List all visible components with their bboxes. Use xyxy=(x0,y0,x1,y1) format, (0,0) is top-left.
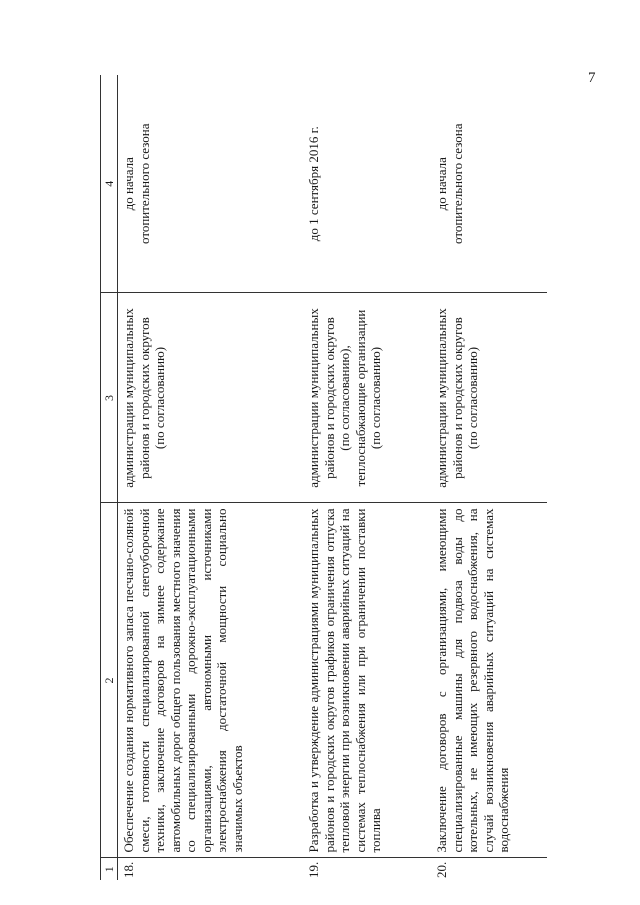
term-cell xyxy=(294,75,424,293)
executor-line: районов и городских округов xyxy=(136,317,152,479)
executor-line: администрации муниципальных xyxy=(306,308,321,488)
executor-line: администрации муниципальных xyxy=(121,308,136,488)
term-line: до начала xyxy=(434,157,449,211)
executor-line: районов и городских округов xyxy=(449,317,465,479)
rotated-page-content xyxy=(100,75,610,880)
row-number: 19. xyxy=(294,858,424,880)
term-cell xyxy=(118,75,295,293)
table-row xyxy=(294,75,424,880)
column-header-term: 4 xyxy=(101,75,118,293)
table-row xyxy=(424,75,547,880)
page-number: 7 xyxy=(588,70,596,86)
executor-line: районов и городских округов xyxy=(321,317,337,479)
executor-line: (по согласованию) xyxy=(152,346,167,450)
measures-table xyxy=(100,75,547,880)
column-header-measure: 2 xyxy=(101,503,118,858)
term-line: до 1 сентября 2016 г. xyxy=(306,126,321,242)
term-cell xyxy=(424,75,547,293)
executor-line: (по согласованию) xyxy=(368,346,383,450)
measure-description: Заключение договоров с организациями, имеющими специализированные машины для подвоза воды до котельных, не имеющих резервного водоснабжения, на случай возникновения аварийных ситуаций на системах водоснабжения xyxy=(424,503,547,858)
term-line: отопительного сезона xyxy=(449,123,465,244)
measure-description: Разработка и утверждение администрациями муниципальных районов и городских округов графиков ограничения отпуска тепловой энергии при возникновении аварийных ситуаций на системах теплоснабжения или при ограничении поставки топлива xyxy=(294,503,424,858)
executor-cell xyxy=(294,293,424,503)
executor-line: (по согласованию), xyxy=(337,345,352,451)
table-header-row xyxy=(101,75,118,880)
measure-description: Обеспечение создания нормативного запаса песчано-соляной смеси, готовности специализированной снегоуборочной техники, заключение договоров на зимнее содержание автомобильных дорог общего пользования местного значения со специализированными дорожно-эксплуатационными организациями, автономными источниками электроснабжения достаточной мощности социально значимых объектов xyxy=(118,503,295,858)
executor-line: теплоснабжающие организации xyxy=(352,309,368,487)
executor-line: (по согласованию) xyxy=(465,346,480,450)
column-header-executor: 3 xyxy=(101,293,118,503)
row-number: 18. xyxy=(118,858,295,880)
table-row xyxy=(118,75,295,880)
row-number: 20. xyxy=(424,858,547,880)
executor-cell xyxy=(424,293,547,503)
term-line: до начала xyxy=(121,157,136,211)
term-line: отопительного сезона xyxy=(136,123,152,244)
executor-cell xyxy=(118,293,295,503)
column-header-number: 1 xyxy=(101,858,118,880)
executor-line: администрации муниципальных xyxy=(434,308,449,488)
